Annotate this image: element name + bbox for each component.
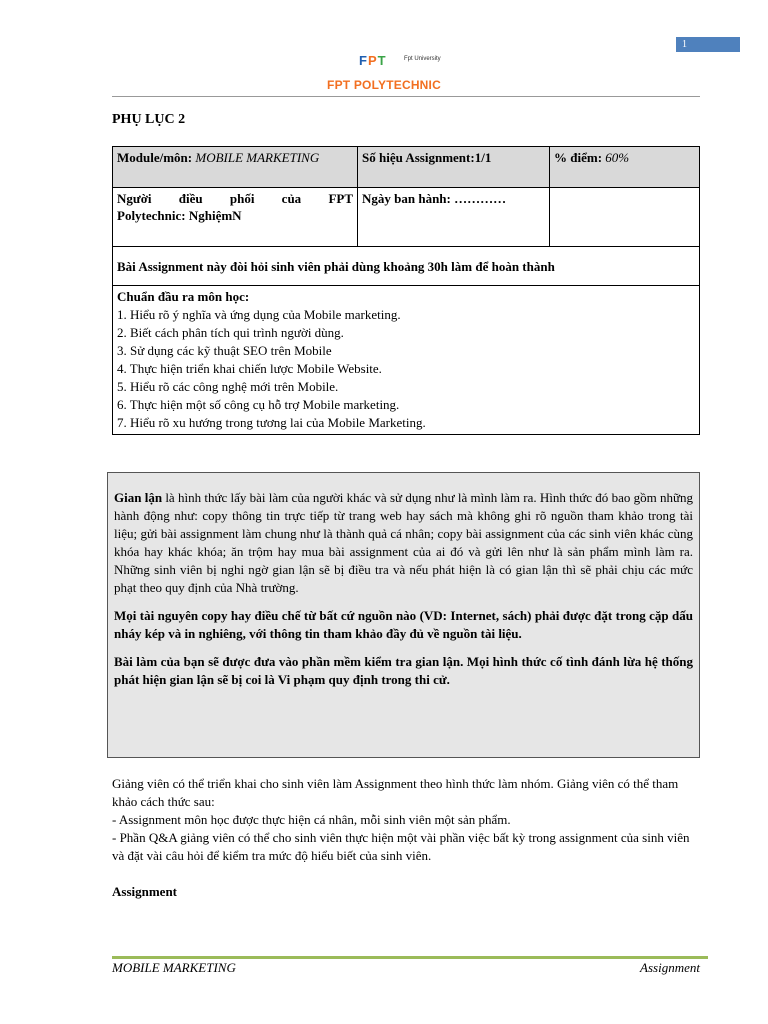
list-item: 1. Hiểu rõ ý nghĩa và ứng dụng của Mobile marketing. bbox=[117, 307, 401, 322]
list-item: 4. Thực hiện triển khai chiến lược Mobile Website. bbox=[117, 361, 382, 376]
table-row bbox=[113, 188, 700, 247]
plagiarism-body: là hình thức lấy bài làm của người khác và sử dụng như là mình làm ra. Hình thức đó bao gồm những hành động như: copy thông tin trực tiếp từ trang web hay sách mà không ghi rõ nguồn tham khảo trong tài liệu; gửi bài assignment làm chung như là thành quả cá nhân; copy bài assignment của các sinh viên khác cùng khóa hay khác khóa; ăn trộm hay mua bài assignment của ai đó và gửi lên như là sản phẩm mình làm ra. Những sinh viên bị nghi ngờ gian lận sẽ bị điều tra và nếu phát hiện là có gian lận thì sẽ phải chịu các mức phạt theo quy định của Nhà trường. bbox=[114, 490, 694, 595]
assignment-heading: Assignment bbox=[112, 884, 178, 899]
logo-letter-t: T bbox=[377, 53, 385, 68]
appendix-title: PHỤ LỤC 2 bbox=[112, 112, 186, 127]
list-item: 5. Hiểu rõ các công nghệ mới trên Mobile. bbox=[117, 379, 339, 394]
outcomes-cell bbox=[113, 286, 700, 435]
score-value: 60% bbox=[605, 150, 630, 165]
fpt-logo bbox=[358, 52, 498, 72]
check-rule-paragraph: Bài làm của bạn sẽ được đưa vào phần mềm kiểm tra gian lận. Mọi hình thức cố tình đánh lừa hệ thống phát hiện gian lận sẽ bị coi là Vi phạm quy định trong thi cử. bbox=[114, 654, 693, 687]
copy-rule-paragraph: Mọi tài nguyên copy hay điều chế từ bất cứ nguồn nào (VD: Internet, sách) phải được đặt trong cặp dấu nháy kép và in nghiêng, với thông tin tham khảo đầy đủ về nguồn tài liệu. bbox=[114, 608, 693, 641]
coordinator-line-2: Polytechnic: NghiệmN bbox=[117, 208, 242, 223]
footer-course: MOBILE MARKETING bbox=[112, 960, 236, 975]
module-cell bbox=[113, 147, 358, 188]
coordinator-line-1: Người điều phối của FPT bbox=[117, 191, 353, 206]
module-label: Module/môn: bbox=[117, 150, 193, 165]
assignment-info-table bbox=[112, 146, 700, 435]
assignment-number-cell bbox=[358, 147, 550, 188]
list-item: 3. Sử dụng các kỹ thuật SEO trên Mobile bbox=[117, 343, 332, 358]
table-row bbox=[113, 286, 700, 435]
score-cell bbox=[550, 147, 700, 188]
module-value: MOBILE MARKETING bbox=[195, 150, 320, 165]
assignment-number-value: 1/1 bbox=[474, 150, 492, 165]
page-number: 1 bbox=[676, 37, 740, 52]
list-item: 6. Thực hiện một số công cụ hỗ trợ Mobile marketing. bbox=[117, 397, 400, 412]
notes-item: - Phần Q&A giảng viên có thể cho sinh viên thực hiện một vài phần việc bất kỳ trong assignment của sinh viên và đặt vài câu hỏi để kiểm tra mức độ hiểu biết của sinh viên. bbox=[112, 830, 690, 863]
outcomes-title: Chuẩn đầu ra môn học: bbox=[117, 289, 250, 304]
instructor-notes bbox=[112, 775, 700, 865]
footer-label: Assignment bbox=[640, 960, 700, 975]
logo-letter-p: P bbox=[367, 53, 376, 68]
footer-divider bbox=[112, 956, 708, 959]
fpt-logo-letters bbox=[358, 52, 386, 70]
issue-date-cell: Ngày ban hành: ………… bbox=[358, 188, 550, 247]
plagiarism-notice-box bbox=[107, 472, 700, 758]
requirement-cell: Bài Assignment này đòi hỏi sinh viên phải dùng khoảng 30h làm để hoàn thành bbox=[113, 247, 700, 286]
empty-cell bbox=[550, 188, 700, 247]
plagiarism-lead: Gian lận bbox=[114, 490, 163, 505]
notes-intro: Giảng viên có thể triển khai cho sinh viên làm Assignment theo hình thức làm nhóm. Giảng viên có thể tham khảo cách thức sau: bbox=[112, 776, 679, 809]
table-row bbox=[113, 147, 700, 188]
notes-item: - Assignment môn học được thực hiện cá nhân, mỗi sinh viên một sản phẩm. bbox=[112, 812, 511, 827]
list-item: 7. Hiểu rõ xu hướng trong tương lai của Mobile Marketing. bbox=[117, 415, 426, 430]
logo-subtitle: Fpt University bbox=[404, 56, 441, 62]
table-row bbox=[113, 247, 700, 286]
header-divider bbox=[112, 96, 700, 97]
score-label: % điểm: bbox=[554, 150, 603, 165]
coordinator-cell bbox=[113, 188, 358, 247]
assignment-number-label: Số hiệu Assignment: bbox=[362, 150, 475, 165]
plagiarism-paragraph bbox=[114, 489, 693, 597]
list-item: 2. Biết cách phân tích qui trình người dùng. bbox=[117, 325, 344, 340]
brand-name: FPT POLYTECHNIC bbox=[327, 78, 441, 92]
logo-letter-f: F bbox=[359, 53, 366, 68]
